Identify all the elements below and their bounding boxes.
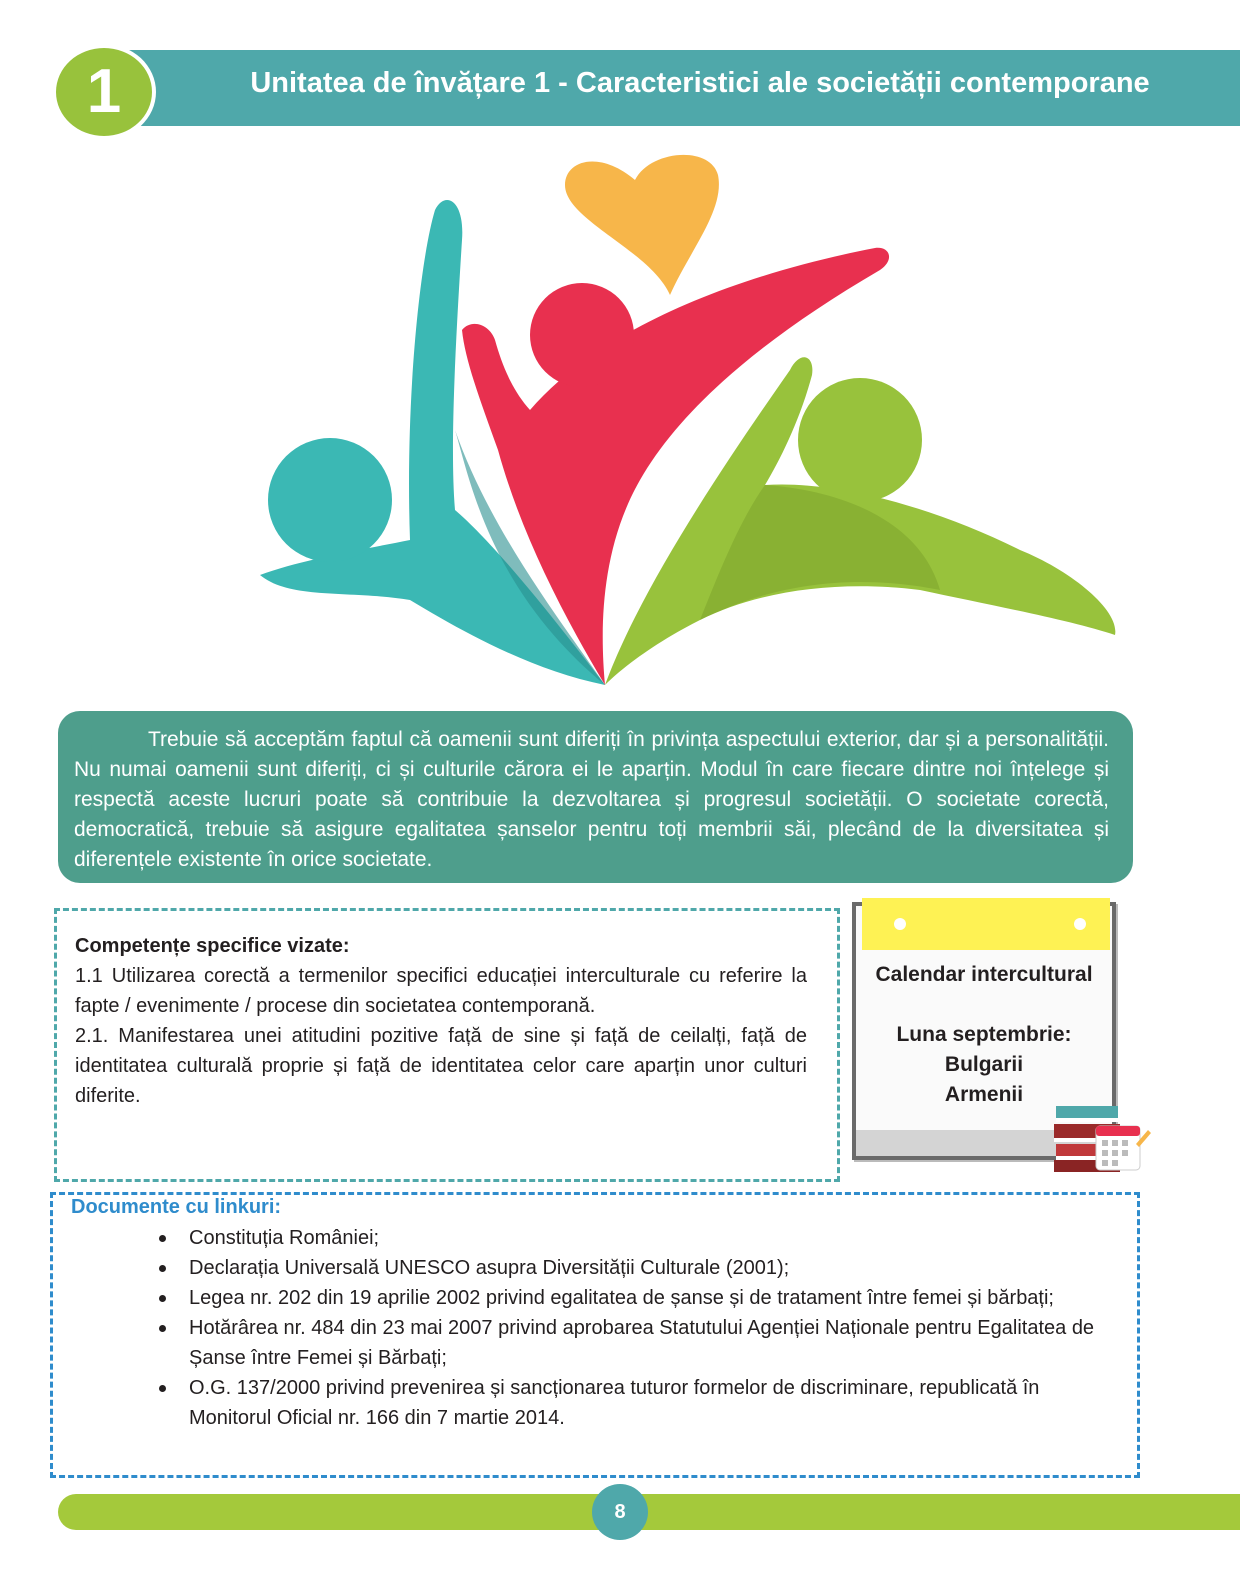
competence-item: 2.1. Manifestarea unei atitudini pozitive față de sine și față de ceilalți, față de identitatea culturală proprie și față de identitatea celor care aparțin unor culturi diferite.	[75, 1025, 807, 1107]
calendar-entry: Bulgarii	[944, 1053, 1024, 1076]
document-item: Hotărârea nr. 484 din 23 mai 2007 privind aprobarea Statutului Agenției Naționale pentru Egalitatea de Șanse între Femei și Bărbați;	[157, 1313, 1097, 1373]
document-item: Declarația Universală UNESCO asupra Diversității Culturale (2001);	[157, 1253, 1097, 1283]
competence-item: 1.1 Utilizarea corectă a termenilor specifici educației interculturale cu referire la fapte / evenimente / procese din societatea contemporană.	[75, 965, 807, 1017]
calendar-ring-icon	[894, 918, 906, 930]
calendar-title: Calendar intercultural	[875, 963, 1093, 986]
teal-head	[268, 438, 392, 562]
header-bar	[120, 50, 1240, 126]
books-calendar-icon	[1052, 1100, 1152, 1174]
competences-title: Competențe specifice vizate:	[75, 935, 350, 957]
competences-box	[54, 908, 840, 1182]
documents-list	[157, 1223, 1097, 1433]
page-number: 8	[592, 1484, 648, 1540]
document-item: O.G. 137/2000 privind prevenirea și sancționarea tuturor formelor de discriminare, republicată în Monitorul Oficial nr. 166 din 7 martie 2014.	[157, 1373, 1097, 1433]
calendar-month: Luna septembrie:	[896, 1023, 1072, 1046]
orange-heart	[565, 155, 719, 295]
calendar-ring-icon	[1074, 918, 1086, 930]
document-item: Constituția României;	[157, 1223, 1097, 1253]
green-head	[798, 378, 922, 502]
document-item: Legea nr. 202 din 19 aprilie 2002 privind egalitatea de șanse și de tratament între femei și bărbați;	[157, 1283, 1097, 1313]
unit-number-badge: 1	[52, 44, 156, 140]
calendar-header	[862, 898, 1110, 950]
red-head	[530, 283, 634, 387]
page-title: Unitatea de învățare 1 - Caracteristici ale societății contemporane	[250, 67, 1150, 99]
intro-box	[58, 711, 1133, 883]
documents-box	[50, 1192, 1140, 1478]
intro-text: Trebuie să acceptăm faptul că oamenii sunt diferiți în privința aspectului exterior, dar și a personalității. Nu numai oamenii sunt diferiți, ci și culturile cărora ei le aparțin. Modul în care fiecare dintre noi înțelege și respectă aceste lucruri poate să contribuie la dezvoltarea și progresul societății. O societate corectă, democratică, trebuie să asigure egalitatea șanselor pentru toți membrii săi, plecând de la diversitatea și diferențele existente în orice societate.	[74, 728, 1109, 871]
calendar-text	[856, 960, 1112, 1110]
footer-bar	[58, 1494, 1240, 1530]
diversity-people-illustration	[240, 150, 1130, 695]
calendar-entry: Armenii	[944, 1083, 1024, 1106]
documents-title: Documente cu linkuri:	[71, 1196, 282, 1218]
